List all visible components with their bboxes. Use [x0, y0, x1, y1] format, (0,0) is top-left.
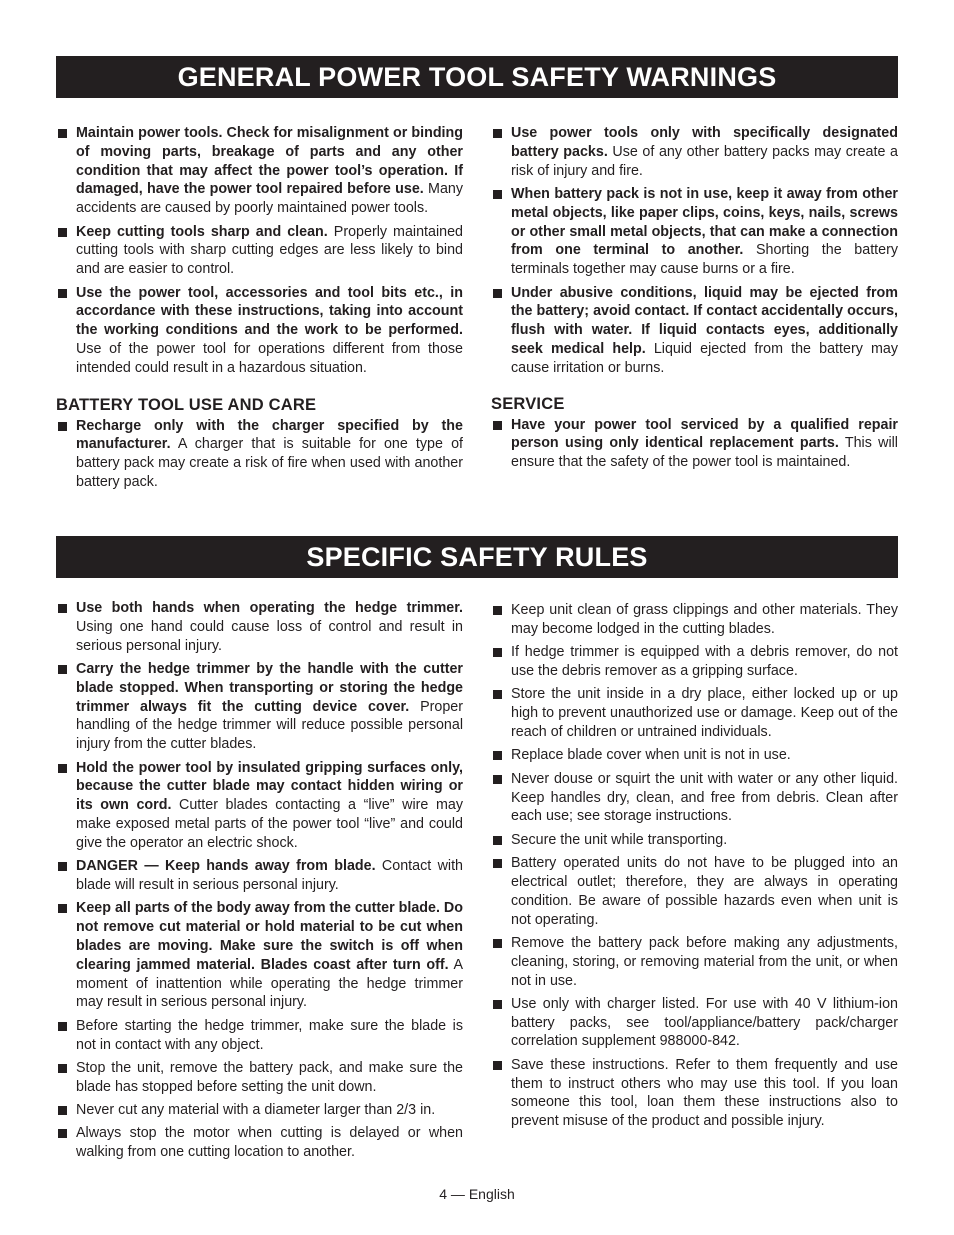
item-text: Many accidents are caused by poorly maintained power tools. — [76, 181, 463, 217]
square-bullet-icon — [58, 1129, 67, 1138]
item-text: Use of the power tool for operations different from those intended could result in a hazardous situation. — [76, 340, 463, 376]
list-item — [56, 599, 463, 655]
item-text: Battery operated units do not have to be plugged into an electrical outlet; therefore, they are always in operating condition. Be aware of possible hazards even when unit is not operating. — [511, 855, 898, 928]
item-text: Before starting the hedge trimmer, make sure the blade is not in contact with any object. — [76, 1017, 463, 1053]
item-text: Properly maintained cutting tools with sharp cutting edges are less likely to bind and are easier to control. — [76, 223, 463, 278]
specific-right-column — [491, 601, 898, 1136]
square-bullet-icon — [58, 1106, 67, 1115]
list-item — [56, 759, 463, 853]
square-bullet-icon — [493, 775, 502, 784]
list-item — [491, 934, 898, 990]
item-text: Keep unit clean of grass clippings and other materials. They may become lodged in the cutting blades. — [511, 602, 898, 637]
item-bold-text: Maintain power tools. Check for misalignment or binding of moving parts, breakage of parts and any other condition that may affect the power tool’s operation. If damaged, have the power tool repaired before use. — [76, 125, 463, 198]
item-text: Save these instructions. Refer to them frequently and use them to instruct others who may use this tool. If you loan someone this tool, loan them these instructions also to prevent misuse of the product and possible injury. — [511, 1056, 898, 1130]
item-text: A charger that is suitable for one type of battery pack may create a risk of fire when used with another battery pack. — [76, 436, 463, 490]
square-bullet-icon — [58, 862, 67, 871]
square-bullet-icon — [493, 939, 502, 948]
list-item — [491, 601, 898, 639]
item-text: Secure the unit while transporting. — [511, 831, 728, 848]
battery-list — [56, 417, 463, 492]
square-bullet-icon — [58, 1064, 67, 1073]
item-bold-text: Recharge only with the charger specified by the manufacturer. — [76, 417, 463, 453]
specific-left-column — [56, 599, 463, 1167]
list-item — [491, 643, 898, 681]
service-heading: SERVICE — [491, 394, 565, 413]
item-bold-text: Use both hands when operating the hedge trimmer. — [76, 600, 463, 616]
item-bold-text: Have your power tool serviced by a qualified repair person using only identical replacement parts. — [511, 416, 898, 452]
item-bold-text: Keep cutting tools sharp and clean. — [76, 223, 328, 240]
list-item — [491, 284, 898, 378]
general-right-column — [491, 124, 898, 477]
specific-right-list — [491, 601, 898, 1131]
list-item — [491, 746, 898, 765]
square-bullet-icon — [58, 665, 67, 674]
list-item — [56, 660, 463, 754]
service-list — [491, 416, 898, 472]
square-bullet-icon — [493, 648, 502, 657]
list-item — [491, 124, 898, 180]
list-item — [491, 416, 898, 472]
list-item — [491, 770, 898, 826]
general-left-list — [56, 124, 463, 378]
item-text: Replace blade cover when unit is not in use. — [511, 747, 791, 764]
item-bold-text: Use the power tool, accessories and tool bits etc., in accordance with these instructions, taking into account the working conditions and the work to be performed. — [76, 284, 463, 339]
battery-heading: BATTERY TOOL USE AND CARE — [56, 395, 317, 414]
specific-safety-banner: SPECIFIC SAFETY RULES — [56, 536, 898, 578]
square-bullet-icon — [493, 421, 502, 430]
square-bullet-icon — [493, 190, 502, 199]
general-left-column — [56, 124, 463, 496]
item-bold-text: Carry the hedge trimmer by the handle with the cutter blade stopped. When transporting or storing the hedge trimmer always fit the cutting device cover. — [76, 660, 463, 715]
square-bullet-icon — [493, 690, 502, 699]
item-text: This will ensure that the safety of the power tool is maintained. — [511, 435, 898, 471]
item-text: Remove the battery pack before making any adjustments, cleaning, storing, or removing material from the unit, or when not in use. — [511, 934, 898, 989]
list-item — [491, 1056, 898, 1131]
item-text: Never douse or squirt the unit with water or any other liquid. Keep handles dry, clean, and free from debris. Clean after each use; see storage instructions. — [511, 770, 898, 825]
list-item — [491, 185, 898, 279]
list-item — [491, 995, 898, 1051]
item-text: Always stop the motor when cutting is delayed or when walking from one cutting location to another. — [76, 1125, 463, 1161]
list-item — [56, 857, 463, 895]
square-bullet-icon — [493, 289, 502, 298]
square-bullet-icon — [58, 129, 67, 138]
list-item — [56, 899, 463, 1012]
item-text: A moment of inattention while operating the hedge trimmer may result in serious personal injury. — [76, 956, 463, 1011]
list-item — [56, 1059, 463, 1097]
square-bullet-icon — [58, 422, 67, 431]
square-bullet-icon — [493, 129, 502, 138]
list-item — [491, 685, 898, 741]
item-text: Store the unit inside in a dry place, either locked up or up high to prevent unauthorized use or damage. Keep out of the reach of children or untrained individuals. — [511, 686, 898, 740]
square-bullet-icon — [58, 289, 67, 298]
square-bullet-icon — [493, 1061, 502, 1070]
square-bullet-icon — [493, 751, 502, 760]
item-text: Stop the unit, remove the battery pack, and make sure the blade has stopped before setting the unit down. — [76, 1059, 463, 1095]
item-text: Contact with blade will result in serious personal injury. — [76, 858, 463, 893]
general-right-list — [491, 124, 898, 378]
square-bullet-icon — [58, 764, 67, 773]
item-text: Using one hand could cause loss of control and result in serious personal injury. — [76, 618, 463, 654]
list-item — [56, 284, 463, 378]
item-text: Never cut any material with a diameter larger than 2/3 in. — [76, 1102, 436, 1119]
square-bullet-icon — [58, 228, 67, 237]
item-text: Cutter blades contacting a “live” wire may make exposed metal parts of the power tool “live” and could give the operator an electric shock. — [76, 797, 463, 851]
square-bullet-icon — [58, 904, 67, 913]
item-text: Use of any other battery packs may create a risk of injury and fire. — [511, 143, 898, 179]
list-item — [491, 854, 898, 929]
square-bullet-icon — [493, 836, 502, 845]
item-text: If hedge trimmer is equipped with a debris remover, do not use the debris remover as a gripping surface. — [511, 644, 898, 679]
item-bold-text: DANGER — Keep hands away from blade. — [76, 858, 376, 875]
list-item — [56, 1124, 463, 1162]
item-bold-text: When battery pack is not in use, keep it away from other metal objects, like paper clips, coins, keys, nails, screws or other small metal objects, that can make a connection from one terminal to another. — [511, 185, 898, 259]
list-item — [56, 223, 463, 279]
page-footer: 4 — English — [439, 1186, 515, 1202]
item-bold-text: Under abusive conditions, liquid may be ejected from the battery; avoid contact. If contact accidentally occurs, flush with water. If liquid contacts eyes, additionally seek medical help. — [511, 284, 898, 357]
item-text: Use only with charger listed. For use with 40 V lithium-ion battery packs, see tool/appliance/battery pack/charger correlation supplement 988000-842. — [511, 995, 898, 1050]
square-bullet-icon — [58, 1022, 67, 1031]
list-item — [56, 417, 463, 492]
list-item — [56, 1101, 463, 1120]
item-bold-text: Keep all parts of the body away from the cutter blade. Do not remove cut material or hold material to be cut when blades are moving. Make sure the switch is off when clearing jammed material. Blades coast after turn off. — [76, 900, 463, 973]
item-text: Liquid ejected from the battery may cause irritation or burns. — [511, 340, 898, 376]
list-item — [491, 831, 898, 850]
specific-left-list — [56, 599, 463, 1162]
item-text: Shorting the battery terminals together may cause burns or a fire. — [511, 242, 899, 278]
item-bold-text: Use power tools only with specifically designated battery packs. — [511, 125, 898, 160]
square-bullet-icon — [493, 1000, 502, 1009]
square-bullet-icon — [493, 859, 502, 868]
list-item — [56, 124, 463, 218]
item-bold-text: Hold the power tool by insulated gripping surfaces only, because the cutter blade may contact hidden wiring or its own cord. — [76, 759, 463, 814]
square-bullet-icon — [493, 606, 502, 615]
list-item — [56, 1017, 463, 1055]
square-bullet-icon — [58, 604, 67, 613]
general-safety-banner: GENERAL POWER TOOL SAFETY WARNINGS — [56, 56, 898, 98]
item-text: Proper handling of the hedge trimmer will reduce possible personal injury from the cutter blades. — [76, 698, 463, 753]
